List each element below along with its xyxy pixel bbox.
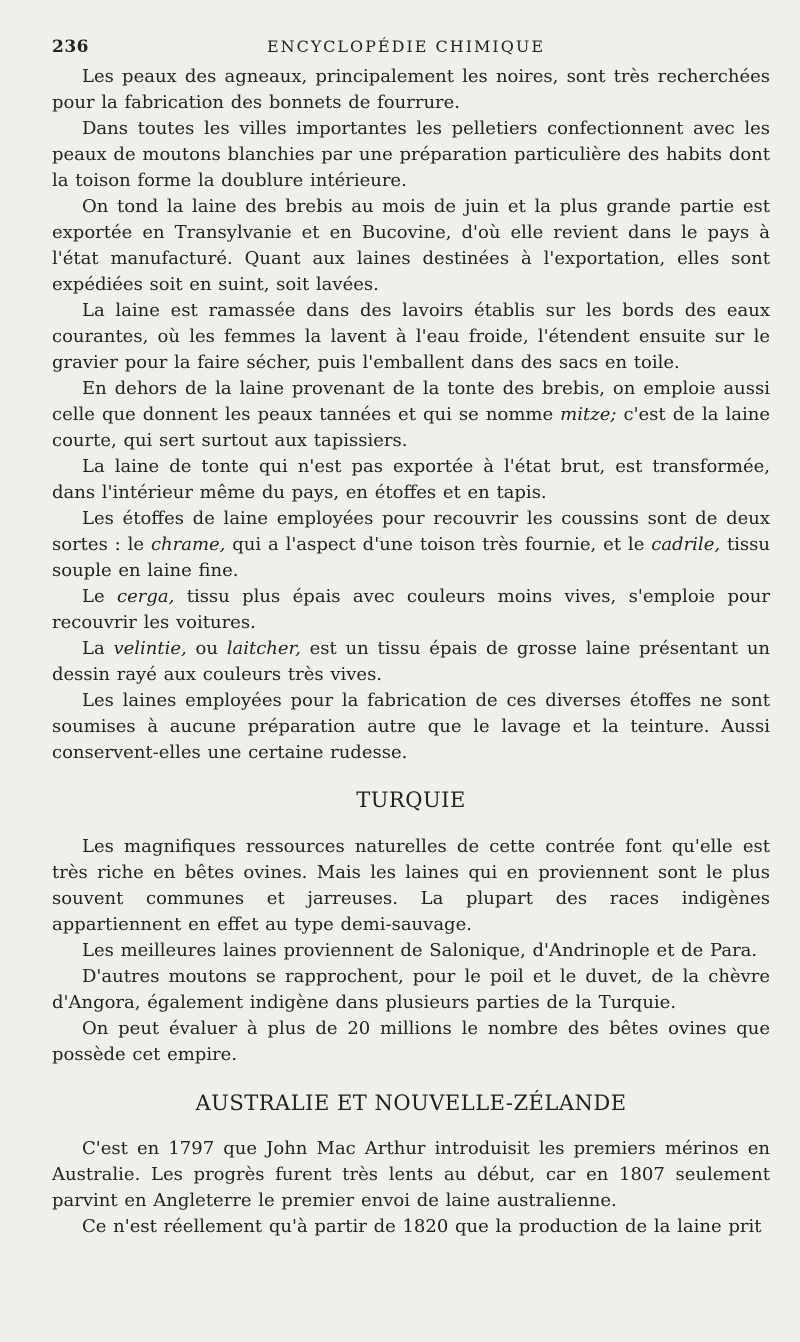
text-run: La bbox=[82, 638, 114, 659]
text-run: Le bbox=[82, 586, 117, 607]
section-intro bbox=[52, 64, 770, 766]
page-number: 236 bbox=[52, 37, 89, 57]
text-run: tissu plus épais avec couleurs moins vives, s'emploie pour recouvrir les voitures. bbox=[52, 586, 770, 633]
section-turquie bbox=[52, 834, 770, 1068]
text-run: ou bbox=[186, 638, 227, 659]
italic-term: velintie, bbox=[113, 638, 187, 659]
paragraph: Ce n'est réellement qu'à partir de 1820 que la production de la laine prit bbox=[82, 1216, 762, 1237]
text-run: Les étoffes de laine employées pour recouvrir les coussins sont de deux sortes : le bbox=[52, 508, 770, 555]
italic-term: cerga, bbox=[117, 586, 175, 607]
section-title-turquie: TURQUIE bbox=[356, 788, 466, 812]
paragraph: Les laines employées pour la fabrication de ces diverses étoffes ne sont soumises à aucune préparation autre que le lavage et la teinture. Aussi conservent-elles une certaine rudesse. bbox=[52, 690, 770, 763]
paragraph bbox=[52, 636, 770, 688]
section-title-australie: AUSTRALIE ET NOUVELLE-ZÉLANDE bbox=[195, 1091, 627, 1115]
paragraph: C'est en 1797 que John Mac Arthur introduisit les premiers mérinos en Australie. Les progrès furent très lents au début, car en 1807 seulement parvint en Angleterre le premier envoi de laine australienne. bbox=[52, 1138, 770, 1211]
section-australie bbox=[52, 1136, 770, 1240]
paragraph: Les magnifiques ressources naturelles de cette contrée font qu'elle est très riche en bêtes ovines. Mais les laines qui en proviennent sont le plus souvent communes et jarreuses. La plupart des races indigènes appartiennent en effet au type demi-sauvage. bbox=[52, 836, 770, 935]
italic-term: mitze; bbox=[560, 404, 617, 425]
text-run: En dehors de la laine provenant de la tonte des brebis, on emploie aussi celle que donnent les peaux tannées et qui se nomme bbox=[52, 378, 770, 425]
running-header bbox=[52, 34, 770, 60]
italic-term: laitcher, bbox=[226, 638, 301, 659]
running-title: ENCYCLOPÉDIE CHIMIQUE bbox=[266, 37, 546, 56]
paragraph: La laine est ramassée dans des lavoirs établis sur les bords des eaux courantes, où les femmes la lavent à l'eau froide, l'étendent ensuite sur le gravier pour la faire sécher, puis l'emballent dans des sacs en toile. bbox=[52, 300, 770, 373]
text-run: tissu souple en laine fine. bbox=[52, 534, 771, 581]
paragraph: Dans toutes les villes importantes les pelletiers confectionnent avec les peaux de moutons blanchies par une préparation particulière des habits dont la toison forme la doublure intérieure. bbox=[52, 118, 770, 191]
paragraph: Les meilleures laines proviennent de Salonique, d'Andrinople et de Para. bbox=[82, 940, 758, 961]
italic-term: chrame, bbox=[150, 534, 226, 555]
text-run: est un tissu épais de grosse laine présentant un dessin rayé aux couleurs très vives. bbox=[52, 638, 771, 685]
paragraph: Les peaux des agneaux, principalement les noires, sont très recherchées pour la fabrication des bonnets de fourrure. bbox=[52, 66, 770, 113]
paragraph: On tond la laine des brebis au mois de juin et la plus grande partie est exportée en Transylvanie et en Bucovine, d'où elle revient dans le pays à l'état manufacturé. Quant aux laines destinées à l'exportation, elles sont expédiées soit en suint, soit lavées. bbox=[52, 196, 770, 295]
text-run: c'est de la laine courte, qui sert surtout aux tapissiers. bbox=[52, 404, 770, 451]
paragraph: D'autres moutons se rapprochent, pour le poil et le duvet, de la chèvre d'Angora, également indigène dans plusieurs parties de la Turquie. bbox=[52, 966, 770, 1013]
paragraph bbox=[52, 506, 770, 584]
paragraph bbox=[52, 584, 770, 636]
italic-term: cadrile, bbox=[651, 534, 721, 555]
paragraph bbox=[52, 376, 770, 454]
paragraph: La laine de tonte qui n'est pas exportée à l'état brut, est transformée, dans l'intérieur même du pays, en étoffes et en tapis. bbox=[52, 456, 770, 503]
text-run: qui a l'aspect d'une toison très fournie, et le bbox=[225, 534, 652, 555]
paragraph: On peut évaluer à plus de 20 millions le nombre des bêtes ovines que possède cet empire. bbox=[52, 1018, 770, 1065]
